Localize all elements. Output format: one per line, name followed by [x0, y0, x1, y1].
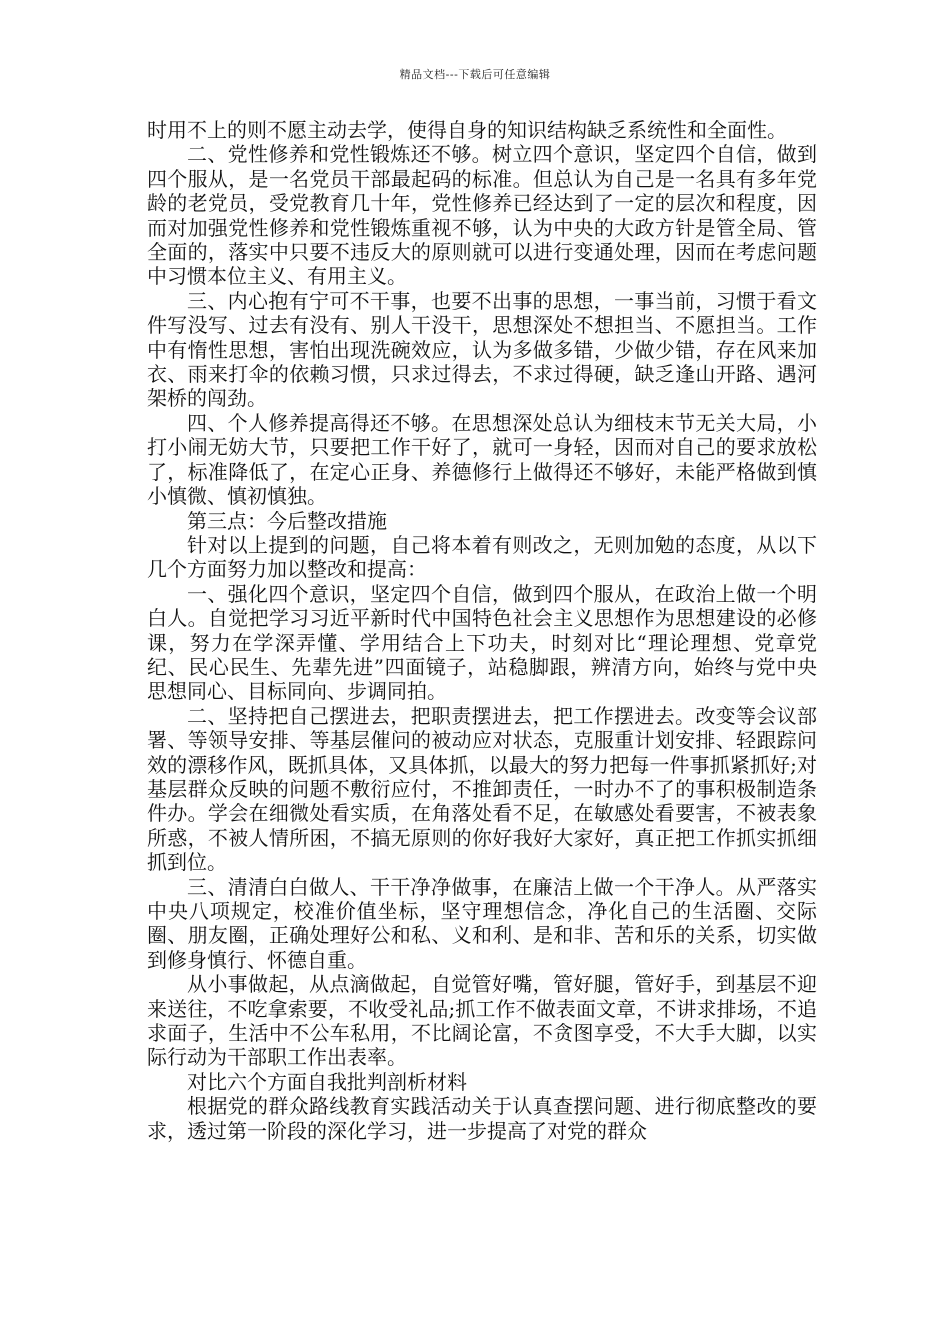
- paragraph: 二、党性修养和党性锻炼还不够。树立四个意识，坚定四个自信，做到四个服从，是一名党员干部最起码的标准。但总认为自己是一名具有多年党龄的老党员，受党教育几十年，党性修养已经达到了一定的层次和程度，因而对加强党性修养和党性锻炼重视不够，认为中央的大政方针是管全局、管全面的，落实中只要不违反大的原则就可以进行变通处理，因而在考虑问题中习惯本位主义、有用主义。: [147, 142, 817, 289]
- section-heading: 第三点：今后整改措施: [187, 508, 387, 533]
- paragraph: 二、坚持把自己摆进去，把职责摆进去，把工作摆进去。改变等会议部署、等领导安排、等基层催问的被动应对状态，克服重计划安排、轻跟踪问效的漂移作风，既抓具体，又具体抓，以最大的努力把每一件事抓紧抓好;对基层群众反映的问题不敷衍应付，不推卸责任，一时办不了的事积极制造条件办。学会在细微处看实质，在角落处看不足，在敏感处看要害，不被表象所惑，不被人情所困，不搞无原则的你好我好大家好，真正把工作抓实抓细抓到位。: [147, 703, 817, 875]
- paragraph: 四、个人修养提高得还不够。在思想深处总认为细枝末节无关大局，小打小闹无妨大节，只要把工作干好了，就可一身轻，因而对自己的要求放松了，标准降低了，在定心正身、养德修行上做得还不够好，未能严格做到慎小慎微、慎初慎独。: [147, 410, 817, 509]
- section-heading: 对比六个方面自我批判剖析材料: [187, 1069, 467, 1094]
- paragraph: 三、清清白白做人、干干净净做事，在廉洁上做一个干净人。从严落实中央八项规定，校准价值坐标，坚守理想信念，净化自己的生活圈、交际圈、朋友圈，正确处理好公和私、义和利、是和非、苦和乐的关系，切实做到修身慎行、怀德自重。: [147, 874, 817, 972]
- paragraph: 从小事做起，从点滴做起，自觉管好嘴，管好腿，管好手，到基层不迎来送往，不吃拿索要，不收受礼品;抓工作不做表面文章，不讲求排场，不追求面子，生活中不公车私用，不比阔论富，不贪图享受，不大手大脚，以实际行动为干部职工作出表率。: [147, 972, 817, 1070]
- paragraph: 根据党的群众路线教育实践活动关于认真查摆问题、进行彻底整改的要求，透过第一阶段的深化学习，进一步提高了对党的群众: [147, 1094, 817, 1143]
- paragraph: 时用不上的则不愿主动去学，使得自身的知识结构缺乏系统性和全面性。: [147, 118, 787, 142]
- document-body: [147, 118, 817, 1143]
- paragraph: 针对以上提到的问题，自己将本着有则改之，无则加勉的态度，从以下几个方面努力加以整改和提高：: [147, 532, 817, 582]
- paragraph: 三、内心抱有宁可不干事，也要不出事的思想，一事当前，习惯于看文件写没写、过去有没有、别人干没干，思想深处不想担当、不愿担当。工作中有惰性思想，害怕出现洗碗效应，认为多做多错，少做少错，存在风来加衣、雨来打伞的依赖习惯，只求过得去，不求过得硬，缺乏逢山开路、遇河架桥的闯劲。: [147, 288, 817, 411]
- page-header: 精品文档---下载后可任意编辑: [399, 68, 551, 81]
- paragraph: 一、强化四个意识，坚定四个自信，做到四个服从，在政治上做一个明白人。自觉把学习习近平新时代中国特色社会主义思想作为思想建设的必修课，努力在学深弄懂、学用结合上下功夫，时刻对比“理论理想、党章党纪、民心民生、先辈先进”四面镜子，站稳脚跟，辨清方向，始终与党中央思想同心、目标同向、步调同拍。: [147, 581, 817, 704]
